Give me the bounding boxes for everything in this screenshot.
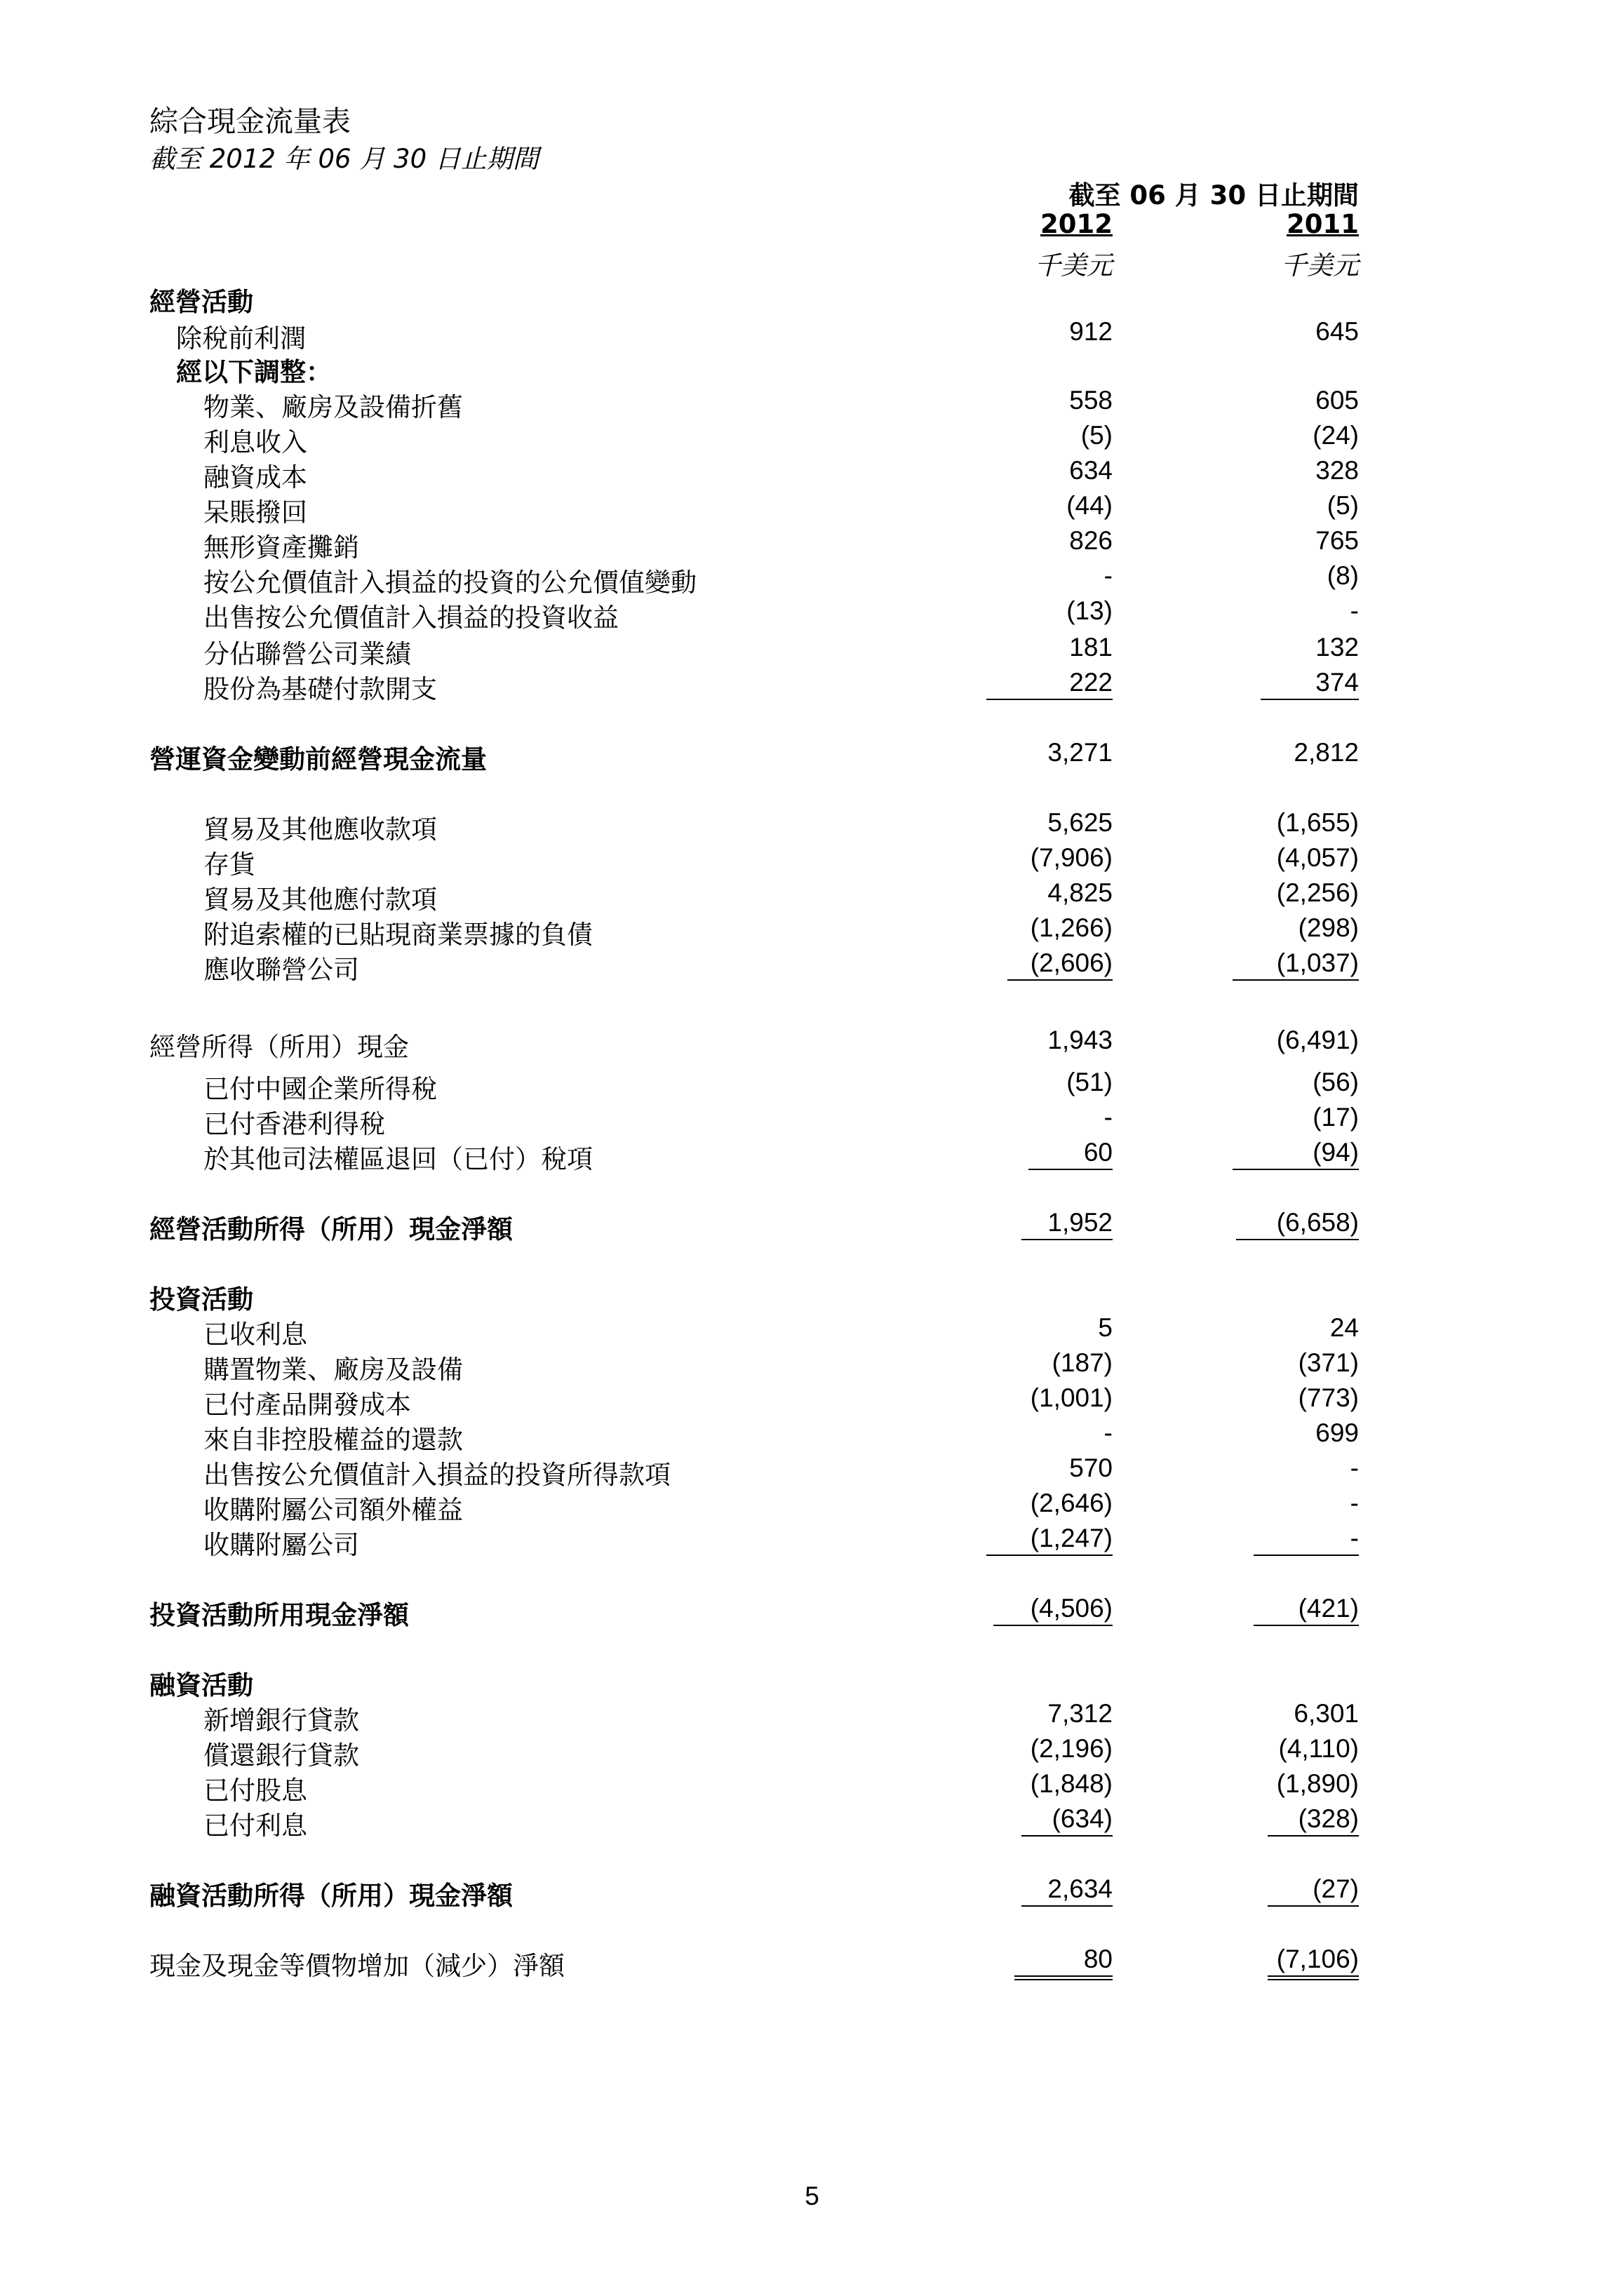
total-underline-2011	[1261, 699, 1359, 700]
row-label: 新增銀行貸款	[203, 1705, 359, 1736]
table-row	[0, 913, 1624, 948]
value-2012: 634	[1069, 456, 1113, 485]
table-row	[0, 1734, 1624, 1769]
value-2012: 80	[1083, 1945, 1113, 1973]
row-label: 除稅前利潤	[176, 323, 306, 354]
table-row	[0, 421, 1624, 456]
table-row	[0, 351, 1624, 386]
total-underline-2012	[993, 1625, 1113, 1626]
row-label: 現金及現金等價物增加（減少）淨額	[149, 1951, 565, 1981]
row-label: 投資活動所用現金淨額	[149, 1600, 409, 1630]
value-2012: 5	[1098, 1313, 1113, 1342]
value-2011: (6,658)	[1276, 1208, 1359, 1237]
table-row	[0, 1454, 1624, 1489]
row-label: 經營活動所得（所用）現金淨額	[149, 1214, 513, 1244]
value-2012: 2,634	[1047, 1874, 1113, 1903]
value-2012: (2,646)	[1030, 1489, 1113, 1517]
value-2011: (27)	[1313, 1874, 1359, 1903]
row-label: 已收利息	[203, 1320, 307, 1350]
value-2011: (1,037)	[1276, 948, 1359, 977]
value-2011: (56)	[1313, 1068, 1359, 1096]
row-label: 貿易及其他應付款項	[203, 885, 437, 915]
row-label: 收購附屬公司額外權益	[203, 1495, 463, 1525]
value-2012: (13)	[1066, 596, 1113, 625]
value-2012: 181	[1069, 633, 1113, 662]
value-2011: 6,301	[1294, 1699, 1359, 1728]
row-label: 物業、廠房及設備折舊	[203, 392, 463, 422]
table-row	[0, 596, 1624, 631]
total-underline-2011	[1268, 1975, 1359, 1977]
table-row	[0, 1769, 1624, 1804]
total-underline-2012	[1007, 979, 1113, 981]
value-2011: (2,256)	[1276, 878, 1359, 907]
row-label: 投資活動	[149, 1284, 253, 1315]
row-label: 貿易及其他應收款項	[203, 814, 437, 845]
table-row	[0, 1313, 1624, 1348]
table-row	[0, 1945, 1624, 1980]
value-2012: (1,001)	[1030, 1383, 1113, 1412]
currency-header-2012: 千美元	[1035, 250, 1113, 281]
table-row	[0, 456, 1624, 491]
value-2011: (8)	[1327, 561, 1359, 590]
row-label: 營運資金變動前經營現金流量	[149, 744, 487, 774]
total-underline-2012	[1021, 1835, 1113, 1837]
value-2011: (6,491)	[1276, 1026, 1359, 1054]
value-2012: (1,266)	[1030, 913, 1113, 942]
table-row	[0, 1208, 1624, 1243]
currency-header-2011: 千美元	[1281, 250, 1359, 281]
total-underline-2011	[1236, 1239, 1359, 1240]
row-label: 股份為基礎付款開支	[203, 674, 437, 704]
table-row	[0, 1026, 1624, 1061]
value-2011: (371)	[1298, 1348, 1359, 1377]
table-row	[0, 843, 1624, 878]
value-2011: (1,890)	[1276, 1769, 1359, 1798]
value-2011: 765	[1315, 526, 1359, 555]
table-row	[0, 738, 1624, 773]
total-underline-2012	[986, 1555, 1113, 1556]
value-2012: 1,943	[1047, 1026, 1113, 1054]
document-subtitle: 截至 2012 年 06 月 30 日止期間	[149, 144, 539, 174]
total-underline-2011	[1233, 1169, 1359, 1170]
total-underline-2012	[1014, 1975, 1113, 1977]
table-row	[0, 878, 1624, 913]
table-row	[0, 1418, 1624, 1454]
table-row	[0, 281, 1624, 316]
value-2012: (634)	[1052, 1804, 1113, 1833]
period-header: 截至 06 月 30 日止期間	[1068, 180, 1359, 210]
page-number: 5	[805, 2182, 819, 2210]
row-label: 經營活動	[149, 287, 253, 317]
value-2012: 5,625	[1047, 808, 1113, 837]
table-row	[0, 1103, 1624, 1138]
table-row	[0, 1524, 1624, 1559]
table-row	[0, 1489, 1624, 1524]
value-2011: 2,812	[1294, 738, 1359, 767]
row-label: 經營所得（所用）現金	[149, 1032, 409, 1062]
table-row	[0, 668, 1624, 703]
value-2012: (1,247)	[1030, 1524, 1113, 1552]
value-2011: -	[1350, 1489, 1359, 1517]
value-2011: -	[1350, 596, 1359, 625]
value-2011: (4,110)	[1278, 1734, 1359, 1763]
value-2011: 605	[1315, 386, 1359, 415]
value-2011: (328)	[1298, 1804, 1359, 1833]
value-2011: (24)	[1313, 421, 1359, 450]
row-label: 於其他司法權區退回（已付）稅項	[203, 1144, 593, 1174]
total-underline-2012	[1021, 1905, 1113, 1907]
value-2011: 24	[1329, 1313, 1359, 1342]
row-label: 償還銀行貸款	[203, 1740, 359, 1771]
table-row	[0, 1068, 1624, 1103]
table-row	[0, 948, 1624, 983]
value-2012: (5)	[1080, 421, 1113, 450]
value-2012: 60	[1083, 1138, 1113, 1167]
row-label: 已付利息	[203, 1811, 307, 1841]
value-2012: (187)	[1052, 1348, 1113, 1377]
table-row	[0, 633, 1624, 668]
value-2011: (4,057)	[1276, 843, 1359, 872]
row-label: 收購附屬公司	[203, 1530, 359, 1560]
value-2012: (2,606)	[1030, 948, 1113, 977]
total-underline-2011	[1268, 1905, 1359, 1907]
row-label: 已付香港利得稅	[203, 1109, 385, 1139]
value-2012: -	[1103, 1418, 1113, 1447]
table-row	[0, 561, 1624, 596]
row-label: 已付產品開發成本	[203, 1390, 411, 1420]
total-underline-2011	[1268, 1835, 1359, 1837]
value-2012: 7,312	[1047, 1699, 1113, 1728]
value-2012: (4,506)	[1030, 1594, 1113, 1623]
year-header-2012: 2012	[1040, 209, 1113, 239]
value-2012: 570	[1069, 1454, 1113, 1482]
total-underline-2011	[1254, 1625, 1359, 1626]
table-row	[0, 1874, 1624, 1909]
table-row	[0, 491, 1624, 526]
value-2011: (773)	[1298, 1383, 1359, 1412]
row-label: 購置物業、廠房及設備	[203, 1355, 463, 1385]
value-2012: -	[1103, 1103, 1113, 1132]
value-2011: 374	[1315, 668, 1359, 697]
total-underline-2011	[1233, 979, 1359, 981]
value-2011: (421)	[1298, 1594, 1359, 1623]
value-2012: (7,906)	[1030, 843, 1113, 872]
value-2012: 222	[1069, 668, 1113, 697]
row-label: 按公允價值計入損益的投資的公允價值變動	[203, 568, 697, 598]
row-label: 經以下調整：	[176, 357, 332, 387]
table-row	[0, 526, 1624, 561]
total-underline-2012	[986, 699, 1113, 700]
value-2011: -	[1350, 1524, 1359, 1552]
total-underline-2012	[1021, 1239, 1113, 1240]
value-2011: -	[1350, 1454, 1359, 1482]
row-label: 附追索權的已貼現商業票據的負債	[203, 920, 593, 950]
value-2012: 4,825	[1047, 878, 1113, 907]
table-row	[0, 1699, 1624, 1734]
row-label: 利息收入	[203, 427, 307, 457]
table-row	[0, 808, 1624, 843]
value-2011: 645	[1315, 317, 1359, 346]
table-row	[0, 1594, 1624, 1629]
row-label: 已付中國企業所得稅	[203, 1074, 437, 1104]
row-label: 分佔聯營公司業績	[203, 639, 411, 669]
table-row	[0, 1804, 1624, 1839]
value-2012: (1,848)	[1030, 1769, 1113, 1798]
value-2012: 558	[1069, 386, 1113, 415]
table-row	[0, 1278, 1624, 1313]
value-2011: (17)	[1313, 1103, 1359, 1132]
value-2011: 328	[1315, 456, 1359, 485]
row-label: 出售按公允價值計入損益的投資收益	[203, 603, 619, 633]
row-label: 已付股息	[203, 1775, 307, 1806]
total-underline-2011	[1254, 1555, 1359, 1556]
value-2012: (51)	[1066, 1068, 1113, 1096]
value-2011: 132	[1315, 633, 1359, 662]
value-2011: (1,655)	[1276, 808, 1359, 837]
value-2011: (94)	[1313, 1138, 1359, 1167]
row-label: 融資活動	[149, 1670, 253, 1700]
table-row	[0, 317, 1624, 352]
table-row	[0, 386, 1624, 421]
row-label: 無形資產攤銷	[203, 532, 359, 563]
value-2012: -	[1103, 561, 1113, 590]
value-2011: (298)	[1298, 913, 1359, 942]
value-2011: 699	[1315, 1418, 1359, 1447]
value-2012: (44)	[1066, 491, 1113, 520]
row-label: 呆賬撥回	[203, 497, 307, 528]
value-2011: (5)	[1327, 491, 1359, 520]
total-underline-2012	[1028, 1169, 1113, 1170]
table-row	[0, 1383, 1624, 1418]
document-title: 綜合現金流量表	[149, 105, 351, 138]
row-label: 存貨	[203, 850, 255, 880]
row-label: 應收聯營公司	[203, 955, 359, 985]
value-2012: (2,196)	[1030, 1734, 1113, 1763]
value-2011: (7,106)	[1276, 1945, 1359, 1973]
value-2012: 1,952	[1047, 1208, 1113, 1237]
table-row	[0, 1138, 1624, 1173]
year-header-2011: 2011	[1287, 209, 1359, 239]
value-2012: 912	[1069, 317, 1113, 346]
value-2012: 3,271	[1047, 738, 1113, 767]
table-row	[0, 1348, 1624, 1383]
row-label: 來自非控股權益的還款	[203, 1425, 463, 1455]
row-label: 出售按公允價值計入損益的投資所得款項	[203, 1460, 671, 1490]
table-row	[0, 1664, 1624, 1699]
row-label: 融資成本	[203, 462, 307, 492]
value-2012: 826	[1069, 526, 1113, 555]
row-label: 融資活動所得（所用）現金淨額	[149, 1881, 513, 1911]
